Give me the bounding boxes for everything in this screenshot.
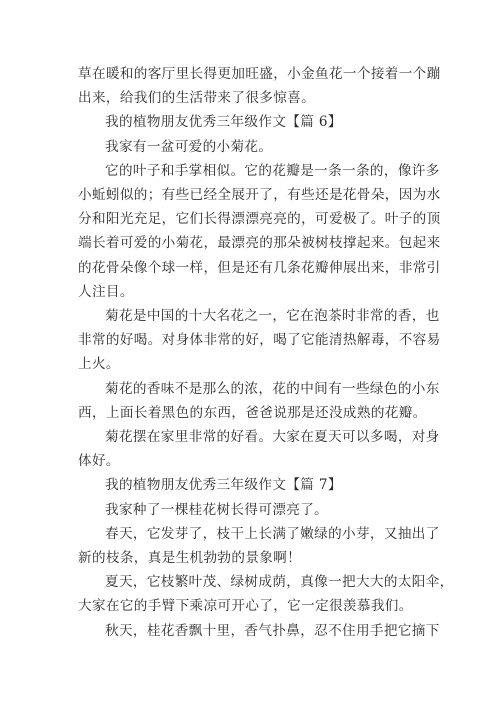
paragraph-line: 夏天，它枝繁叶茂、绿树成荫，真像一把大大的太阳伞，: [105, 574, 454, 591]
paragraph-line: 人注目。: [78, 283, 134, 300]
paragraph-line: 我家种了一棵桂花树长得可漂亮了。: [105, 501, 329, 518]
paragraph-line: 体好。: [78, 453, 120, 470]
document-body: [78, 62, 454, 643]
paragraph-line: 菊花摆在家里非常的好看。大家在夏天可以多喝，对身: [105, 429, 440, 446]
paragraph-line: 菊花的香味不是那么的浓，花的中间有一些绿色的小东: [105, 380, 440, 397]
paragraph-line: 草在暖和的客厅里长得更加旺盛，小金鱼花一个接着一个蹦: [78, 66, 441, 82]
section-heading-7: 我的植物朋友优秀三年级作文【篇 7】: [105, 477, 342, 494]
paragraph-line: 它的叶子和手掌相似。它的花瓣是一条一条的，像许多: [105, 162, 440, 179]
paragraph-line: 小蚯蚓似的；有些已经全展开了，有些还是花骨朵，因为水: [78, 187, 441, 204]
paragraph-line: 的花骨朵像个球一样，但是还有几条花瓣伸展出来，非常引: [78, 259, 441, 276]
paragraph-line: 非常的好喝。对身体非常的好，喝了它能清热解毒，不容易: [78, 332, 441, 349]
section-heading-6: 我的植物朋友优秀三年级作文【篇 6】: [105, 114, 342, 131]
paragraph-line: 春天，它发芽了，枝干上长满了嫩绿的小芽，又抽出了: [105, 525, 440, 542]
paragraph-line: 出来，给我们的生活带来了很多惊喜。: [78, 90, 316, 107]
paragraph-line: 新的枝条，真是生机勃勃的景象啊！: [78, 550, 302, 567]
paragraph-line: 端长着可爱的小菊花，最漂亮的那朵被树枝撑起来。包起来: [78, 235, 441, 252]
paragraph-line: 西，上面长着黑色的东西，爸爸说那是还没成熟的花瓣。: [78, 404, 427, 421]
paragraph-line: 分和阳光充足，它们长得漂漂亮亮的，可爱极了。叶子的顶: [78, 211, 441, 228]
paragraph-line: 上火。: [78, 356, 120, 373]
paragraph-line: 秋天，桂花香飘十里，香气扑鼻，忍不住用手把它摘下: [105, 622, 440, 639]
paragraph-line: 菊花是中国的十大名花之一，它在泡茶时非常的香，也: [105, 308, 440, 325]
paragraph-line: 我家有一盆可爱的小菊花。: [105, 138, 273, 155]
paragraph-line: 大家在它的手臂下乘凉可开心了，它一定很羡慕我们。: [78, 598, 413, 615]
